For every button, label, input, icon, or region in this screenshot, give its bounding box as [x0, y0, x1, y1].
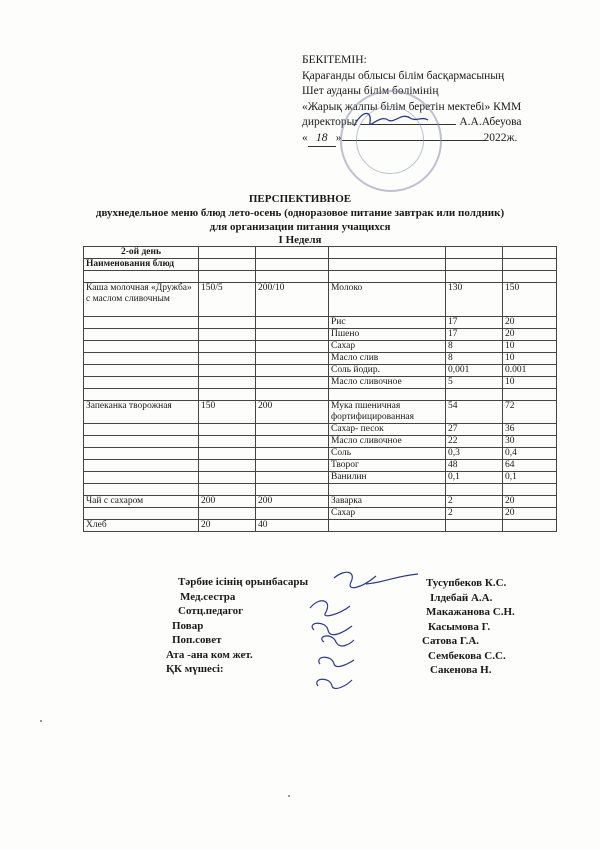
- cell-out1: 150/5: [199, 283, 256, 317]
- table-row: [84, 377, 557, 389]
- date-open: «: [302, 131, 308, 144]
- cell-ingredient: [329, 520, 446, 532]
- cell-ingredient: Масло сливочное: [329, 377, 446, 389]
- cell-q2: [503, 484, 557, 496]
- cell-ingredient: Ванилин: [329, 472, 446, 484]
- cell-out2: [256, 389, 329, 401]
- cell-out1: [199, 460, 256, 472]
- director-signature: [350, 108, 430, 134]
- cell-q1: 22: [446, 436, 503, 448]
- cell-out1: [199, 341, 256, 353]
- cell-q1: 2: [446, 496, 503, 508]
- approval-line1: Қарағанды облысы білім басқармасының: [302, 69, 505, 82]
- table-row: [84, 448, 557, 460]
- cell-out2: [256, 353, 329, 365]
- cell-out1: [199, 389, 256, 401]
- cell-out1: [199, 365, 256, 377]
- role: ҚК мүшесі:: [166, 663, 224, 675]
- approval-line3: «Жарық жалпы білім беретін мектебі» КММ: [302, 100, 522, 113]
- name: Сембекова С.С.: [428, 649, 506, 662]
- cell-dish: [84, 353, 199, 365]
- cell-ingredient: Соль: [329, 448, 446, 460]
- cell-out1: 20: [199, 520, 256, 532]
- cell-q2: [503, 520, 557, 532]
- role: Повар: [172, 619, 204, 632]
- cell-q1: 2: [446, 508, 503, 520]
- table-row: [84, 520, 557, 532]
- cell-q2: 72: [503, 401, 557, 424]
- cell-q2: 20: [503, 329, 557, 341]
- cell-out1: [199, 472, 256, 484]
- table-row: [84, 329, 557, 341]
- cell-out1: [199, 317, 256, 329]
- day-cell: 2-ой день: [84, 247, 199, 259]
- cell-ingredient: Мука пшеничная фортифицированная: [329, 401, 446, 424]
- role: Сотц.педагог: [178, 605, 244, 617]
- date-day: 18: [308, 131, 336, 148]
- approval-line2: Шет ауданы білім бөлімінің: [302, 85, 439, 97]
- table-row: [84, 317, 557, 329]
- cell-q2: [503, 389, 557, 401]
- cell-q2: 20: [503, 496, 557, 508]
- cell-q1: 8: [446, 353, 503, 365]
- cell-out2: [256, 460, 329, 472]
- cell-ingredient: Масло слив: [329, 353, 446, 365]
- date-close: »: [335, 131, 342, 144]
- name: Сатова Г.А.: [422, 635, 480, 647]
- table-row: [84, 472, 557, 484]
- role: Мед.сестра: [180, 590, 236, 603]
- cell-out1: [199, 484, 256, 496]
- cell-out2: [256, 329, 329, 341]
- header-cell: Наименования блюд: [84, 259, 199, 271]
- table-row: [84, 389, 557, 401]
- director-label: директоры:: [302, 116, 358, 128]
- director-name: А.А.Абеуова: [459, 116, 522, 128]
- cell-q1: 17: [446, 317, 503, 329]
- table-row: [84, 401, 557, 424]
- cell-q2: 10: [503, 353, 557, 365]
- cell-out1: [199, 424, 256, 436]
- cell-out2: [256, 365, 329, 377]
- role: Поп.совет: [172, 634, 222, 646]
- cell-out2: [256, 341, 329, 353]
- cell-q1: 8: [446, 341, 503, 353]
- cell-dish: Запеканка творожная: [84, 401, 199, 424]
- cell-out1: 150: [199, 401, 256, 424]
- cell-dish: [84, 484, 199, 496]
- staff-roles: [166, 575, 309, 677]
- title-line4: I Неделя: [278, 234, 322, 246]
- cell-q2: 36: [503, 424, 557, 436]
- cell-q2: 30: [503, 436, 557, 448]
- approval-heading: БЕКІТЕМІН:: [302, 54, 367, 66]
- official-stamp: [340, 90, 442, 192]
- cell-out1: [199, 436, 256, 448]
- table-row: [84, 496, 557, 508]
- cell-ingredient: Сахар- песок: [329, 424, 446, 436]
- cell-ingredient: Рис: [329, 317, 446, 329]
- cell-q1: 130: [446, 283, 503, 317]
- cell-out1: [199, 329, 256, 341]
- cell-ingredient: Пшено: [329, 329, 446, 341]
- cell-dish: [84, 508, 199, 520]
- cell-out2: [256, 377, 329, 389]
- cell-out2: 200: [256, 496, 329, 508]
- cell-dish: Чай с сахаром: [84, 496, 199, 508]
- cell-ingredient: Творог: [329, 460, 446, 472]
- cell-dish: [84, 424, 199, 436]
- title-line2: двухнедельное меню блюд лето-осень (одноразовое питание завтрак или полдник): [95, 207, 505, 219]
- cell-q2: 150: [503, 283, 557, 317]
- cell-ingredient: Молоко: [329, 283, 446, 317]
- cell-ingredient: Сахар: [329, 508, 446, 520]
- cell-dish: [84, 436, 199, 448]
- cell-ingredient: Соль йодир.: [329, 365, 446, 377]
- cell-q1: 17: [446, 329, 503, 341]
- cell-out2: [256, 472, 329, 484]
- name: Сакенова Н.: [430, 664, 492, 676]
- table-row: [84, 271, 557, 283]
- cell-dish: [84, 460, 199, 472]
- cell-q1: [446, 520, 503, 532]
- cell-out1: 200: [199, 496, 256, 508]
- role: Ата -ана ком жет.: [166, 648, 253, 661]
- cell-ingredient: Сахар: [329, 341, 446, 353]
- role: Тәрбие ісінің орынбасары: [178, 576, 309, 588]
- cell-out2: 200: [256, 401, 329, 424]
- cell-dish: Каша молочная «Дружба» с маслом сливочным: [84, 283, 199, 317]
- name: Тусупбеков К.С.: [426, 577, 507, 589]
- cell-q2: 0,1: [503, 472, 557, 484]
- cell-out1: [199, 377, 256, 389]
- cell-q1: 0,3: [446, 448, 503, 460]
- table-row: [84, 283, 557, 317]
- cell-ingredient: [329, 389, 446, 401]
- cell-q1: 0,1: [446, 472, 503, 484]
- cell-q1: 0,001: [446, 365, 503, 377]
- name: Касымова Г.: [428, 620, 491, 633]
- cell-ingredient: Заварка: [329, 496, 446, 508]
- name: Макажанова С.Н.: [426, 606, 515, 618]
- cell-q1: 48: [446, 460, 503, 472]
- cell-out2: [256, 508, 329, 520]
- cell-q2: 0,4: [503, 448, 557, 460]
- cell-dish: [84, 317, 199, 329]
- cell-q1: [446, 484, 503, 496]
- cell-q1: 27: [446, 424, 503, 436]
- cell-out2: [256, 484, 329, 496]
- cell-dish: [84, 341, 199, 353]
- date-year: 2022ж.: [483, 131, 518, 144]
- cell-dish: [84, 448, 199, 460]
- cell-out2: 200/10: [256, 283, 329, 317]
- name: Ілдебай А.А.: [430, 591, 493, 604]
- cell-ingredient: [329, 484, 446, 496]
- cell-dish: Хлеб: [84, 520, 199, 532]
- cell-q2: 10: [503, 341, 557, 353]
- table-row: [84, 436, 557, 448]
- title-line3: для организации питания учащихся: [209, 221, 391, 233]
- table-row: [84, 484, 557, 496]
- table-row: [84, 460, 557, 472]
- cell-out1: [199, 353, 256, 365]
- table-row: [84, 247, 557, 259]
- title-line1: ПЕРСПЕКТИВНОЕ: [248, 193, 352, 205]
- cell-out2: [256, 317, 329, 329]
- cell-dish: [84, 389, 199, 401]
- cell-dish: [84, 472, 199, 484]
- cell-q2: 0.001: [503, 365, 557, 377]
- scan-speck: [288, 795, 290, 797]
- cell-q2: 20: [503, 317, 557, 329]
- cell-q1: [446, 389, 503, 401]
- cell-out1: [199, 508, 256, 520]
- staff-names: [422, 576, 515, 678]
- cell-q2: 20: [503, 508, 557, 520]
- table-row: [84, 353, 557, 365]
- staff-signatures: [296, 566, 426, 696]
- scan-speck: [40, 720, 42, 722]
- cell-q2: 64: [503, 460, 557, 472]
- cell-dish: [84, 329, 199, 341]
- table-row: [84, 508, 557, 520]
- menu-table: [83, 246, 557, 532]
- table-row: [84, 424, 557, 436]
- cell-q2: 10: [503, 377, 557, 389]
- cell-q1: 5: [446, 377, 503, 389]
- cell-ingredient: Масло сливочное: [329, 436, 446, 448]
- table-row: [84, 341, 557, 353]
- cell-dish: [84, 377, 199, 389]
- table-row: [84, 259, 557, 271]
- cell-out2: [256, 448, 329, 460]
- cell-dish: [84, 365, 199, 377]
- table-row: [84, 365, 557, 377]
- cell-out1: [199, 448, 256, 460]
- cell-out2: 40: [256, 520, 329, 532]
- cell-out2: [256, 424, 329, 436]
- cell-q1: 54: [446, 401, 503, 424]
- cell-out2: [256, 436, 329, 448]
